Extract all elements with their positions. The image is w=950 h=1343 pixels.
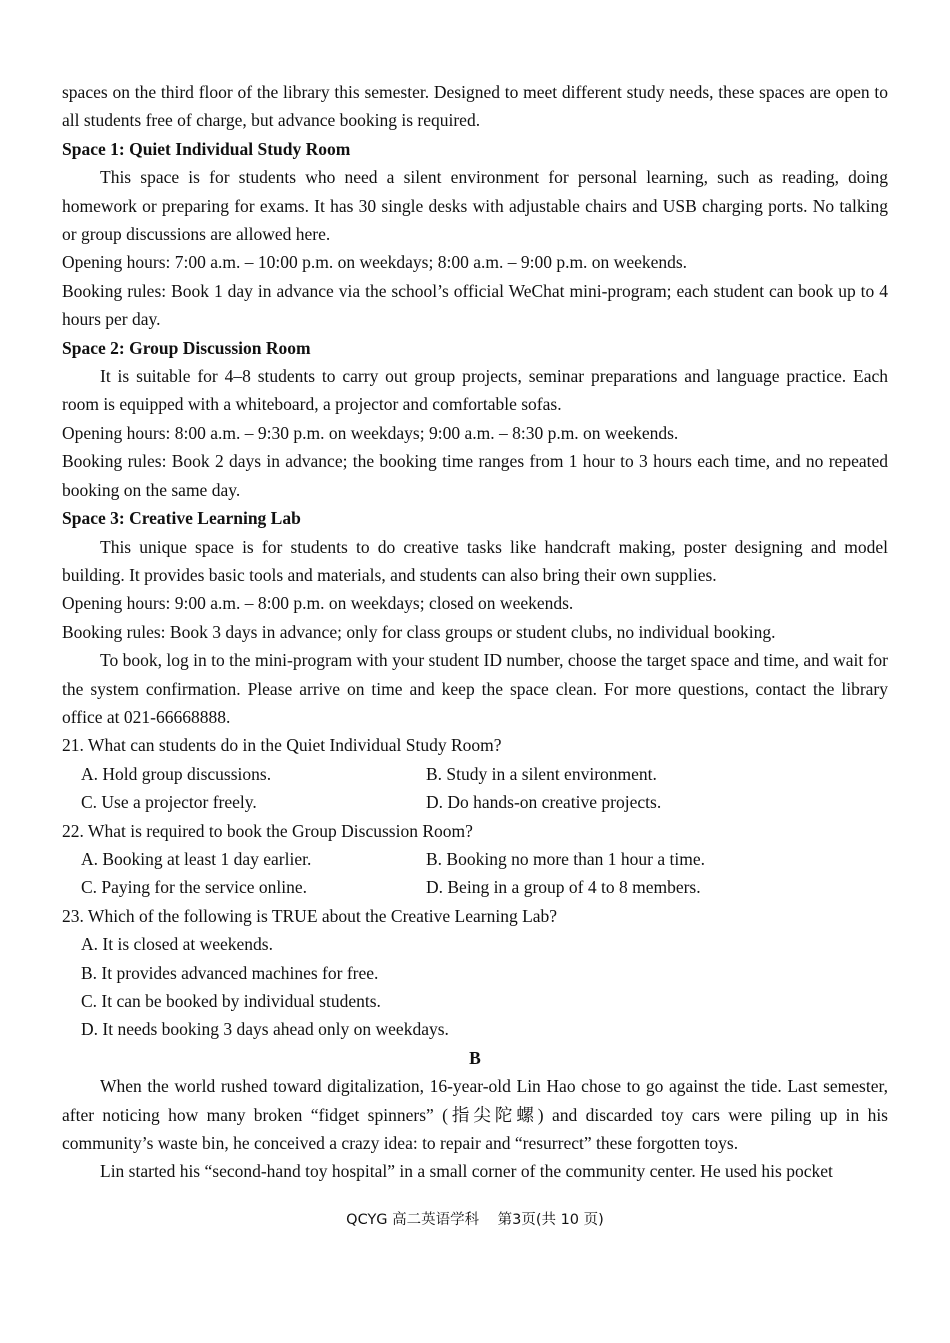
space-2-rules: Booking rules: Book 2 days in advance; the booking time ranges from 1 hour to 3 hours each time, and no repeated booking on the same day. [62,451,888,500]
question-23-stem: 23. Which of the following is TRUE about the Creative Learning Lab? [62,905,558,926]
space-3-rules: Booking rules: Book 3 days in advance; only for class groups or student clubs, no individual booking. [62,621,776,642]
option-23-b: B. It provides advanced machines for free. [81,962,379,983]
question-22-options [62,845,888,902]
passage-b-label: B [469,1047,481,1068]
space-1-hours: Opening hours: 7:00 a.m. – 10:00 p.m. on weekdays; 8:00 a.m. – 9:00 p.m. on weekends. [62,252,688,273]
option-21-a: A. Hold group discussions. [81,763,272,784]
passage-b-paragraph-1: When the world rushed toward digitalization, 16-year-old Lin Hao chose to go against the tide. Last semester, after noticing how many broken “fidget spinners” (指尖陀螺) and discarded toy cars were piling up in his community’s waste bin, he conceived a crazy idea: to repair and “resurrect” these forgotten toys. [62,1076,888,1154]
space-3-hours: Opening hours: 9:00 a.m. – 8:00 p.m. on weekdays; closed on weekends. [62,593,574,614]
option-22-a: A. Booking at least 1 day earlier. [81,848,312,869]
option-21-b: B. Study in a silent environment. [426,763,657,784]
space-2-heading: Space 2: Group Discussion Room [62,337,311,358]
space-2-description: It is suitable for 4–8 students to carry out group projects, seminar preparations and language practice. Each room is equipped with a whiteboard, a projector and comfortable sofas. [62,366,888,415]
question-22-stem: 22. What is required to book the Group Discussion Room? [62,820,473,841]
space-1-heading: Space 1: Quiet Individual Study Room [62,138,351,159]
option-22-c: C. Paying for the service online. [81,877,307,898]
option-21-d: D. Do hands-on creative projects. [426,792,662,813]
option-23-d: D. It needs booking 3 days ahead only on weekdays. [81,1019,449,1040]
space-1-description: This space is for students who need a silent environment for personal learning, such as reading, doing homework or preparing for exams. It has 30 single desks with adjustable chairs and USB charging ports. No talking or group discussions are allowed here. [62,167,888,245]
option-21-c: C. Use a projector freely. [81,792,257,813]
page-footer: QCYG 高二英语学科 第3页(共 10 页) [346,1212,604,1228]
question-21-options [62,760,888,817]
booking-instructions: To book, log in to the mini-program with your student ID number, choose the target space and time, and wait for the system confirmation. Please arrive on time and keep the space clean. For more questions, contact the library office at 021-66668888. [62,650,888,727]
option-22-b: B. Booking no more than 1 hour a time. [426,848,705,869]
option-23-c: C. It can be booked by individual students. [81,991,381,1011]
passage-b-paragraph-2: Lin started his “second-hand toy hospital” in a small corner of the community center. He used his pocket [100,1161,833,1182]
space-2-hours: Opening hours: 8:00 a.m. – 9:30 p.m. on weekdays; 9:00 a.m. – 8:30 p.m. on weekends. [62,422,679,443]
passage-a-intro: spaces on the third floor of the library this semester. Designed to meet different study needs, these spaces are open to all students free of charge, but advance booking is required. [62,82,888,131]
space-1-rules: Booking rules: Book 1 day in advance via the school’s official WeChat mini-program; each student can book up to 4 hours per day. [62,280,888,330]
exam-page [62,78,888,1186]
question-21-stem: 21. What can students do in the Quiet Individual Study Room? [62,735,502,756]
space-3-description: This unique space is for students to do creative tasks like handcraft making, poster designing and model building. It provides basic tools and materials, and students can also bring their own supplies. [62,536,888,585]
option-23-a: A. It is closed at weekends. [81,934,273,955]
option-22-d: D. Being in a group of 4 to 8 members. [426,877,701,898]
space-3-heading: Space 3: Creative Learning Lab [62,508,301,529]
